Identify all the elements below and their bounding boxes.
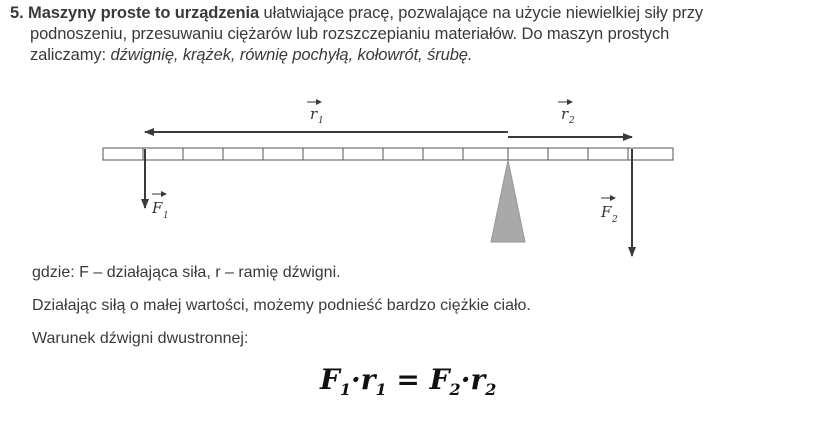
- simple-machines-list: dźwignię, krążek, równię pochyłą, kołowrót, śrubę.: [110, 46, 473, 64]
- svg-text:2: 2: [612, 215, 618, 225]
- formula-f2: F: [429, 363, 450, 396]
- svg-text:1: 1: [318, 116, 324, 126]
- formula-equals: =: [386, 363, 430, 396]
- definition-text: gdzie: F – działająca siła, r – ramię dźwigni.: [32, 264, 341, 281]
- bold-lead: Maszyny proste to urządzenia: [28, 4, 260, 22]
- formula-f2-sub: 2: [449, 380, 461, 399]
- formula-r1-sub: 1: [375, 380, 387, 399]
- svg-text:F: F: [601, 203, 612, 221]
- task-number: 5.: [10, 4, 24, 22]
- svg-text:r: r: [561, 105, 569, 123]
- lever-beam: [103, 148, 673, 160]
- r1-label: [307, 102, 324, 126]
- formula-dot-2: ·: [460, 363, 471, 396]
- fulcrum: [491, 160, 525, 242]
- formula-r2: r: [470, 363, 486, 396]
- formula-dot-1: ·: [351, 363, 361, 396]
- formula-f1-sub: 1: [339, 380, 352, 399]
- explanation-text: Działając siłą o małej wartości, możemy podnieść bardzo ciężkie ciało.: [32, 297, 531, 314]
- condition-heading: Warunek dźwigni dwustronnej:: [32, 330, 249, 347]
- svg-text:1: 1: [163, 211, 169, 221]
- svg-text:2: 2: [569, 116, 575, 126]
- f1-label: [151, 194, 169, 221]
- line1-rest: ułatwiające pracę, pozwalające na użycie niewielkiej siły przy: [259, 4, 704, 22]
- line3-prefix: zaliczamy:: [30, 46, 111, 64]
- svg-text:r: r: [310, 105, 318, 123]
- r2-label: [558, 102, 575, 126]
- svg-text:F: F: [152, 199, 163, 217]
- paragraph-line-2: podnoszeniu, przesuwaniu ciężarów lub rozszczepianiu materiałów. Do maszyn prostych: [30, 25, 670, 43]
- f2-label: [600, 198, 618, 225]
- formula-r2-sub: 2: [485, 380, 497, 399]
- formula-f1: F: [320, 363, 340, 396]
- lever-formula: [320, 363, 496, 399]
- formula-r1: r: [360, 363, 376, 396]
